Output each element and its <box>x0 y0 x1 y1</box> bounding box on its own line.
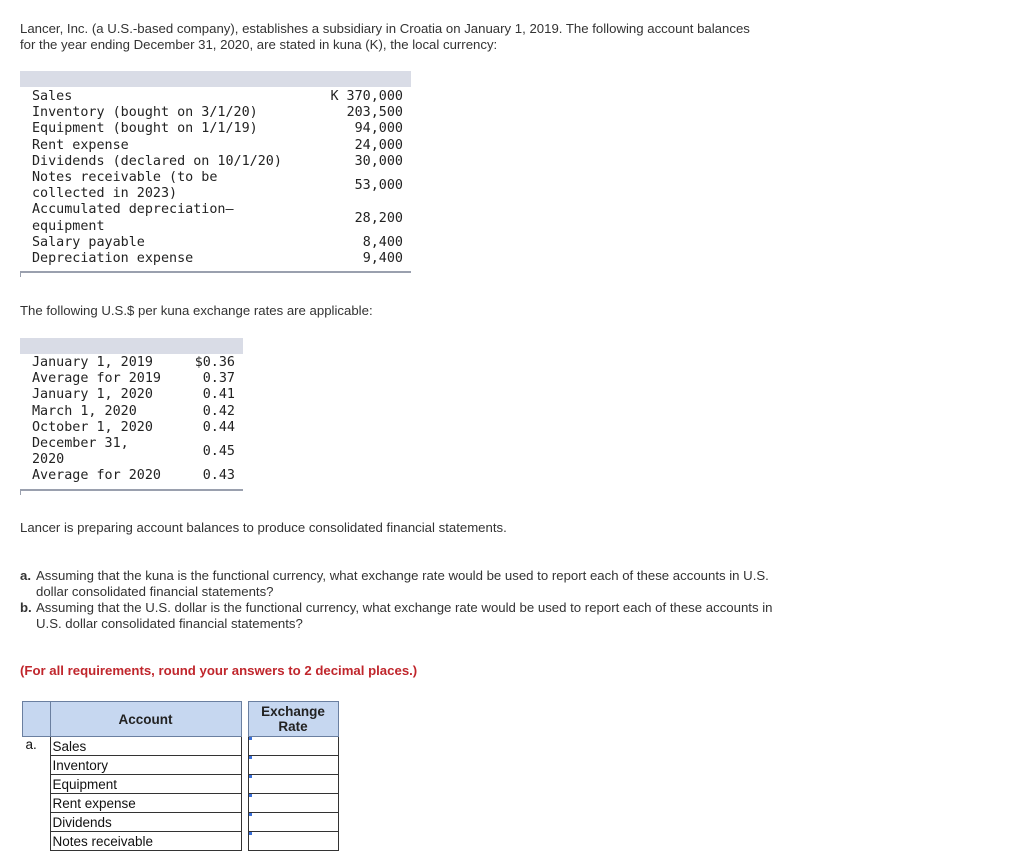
exchange-rate-input[interactable] <box>249 737 338 755</box>
input-marker-icon <box>249 794 252 797</box>
input-marker-icon <box>249 737 252 740</box>
answer-gap <box>241 813 248 832</box>
exchange-rate-input[interactable] <box>249 832 338 850</box>
rate-value: 0.44 <box>202 419 235 435</box>
answer-row <box>23 737 339 756</box>
balance-value: 8,400 <box>362 234 403 250</box>
answer-row <box>23 775 339 794</box>
answer-table <box>22 701 339 851</box>
balance-value: 28,200 <box>354 210 403 226</box>
rate-value: $0.36 <box>194 355 235 370</box>
balance-row <box>20 202 411 234</box>
balance-label: Equipment (bought on 1/1/19) <box>32 121 258 137</box>
question-list <box>20 568 796 632</box>
rate-value: 0.45 <box>202 444 235 460</box>
exchange-rate-input-cell[interactable] <box>248 756 338 775</box>
header-gap <box>241 702 248 737</box>
exchange-rate-input[interactable] <box>249 813 338 831</box>
balance-row <box>20 154 411 170</box>
answer-row-letter: a. <box>25 737 37 752</box>
answer-gap <box>241 832 248 851</box>
intro-paragraph: Lancer, Inc. (a U.S.-based company), establishes a subsidiary in Croatia on January 1, 2019. The following account balances for the year ending December 31, 2020, are stated in kuna (K), the local currency: <box>20 21 750 52</box>
answer-account-cell: Inventory <box>50 756 241 775</box>
rate-row <box>20 436 243 468</box>
balance-value: 203,500 <box>346 105 403 121</box>
rate-row <box>20 371 243 387</box>
exchange-rate-input[interactable] <box>249 794 338 812</box>
rate-value: 0.41 <box>202 387 235 403</box>
rate-row <box>20 355 243 371</box>
input-marker-icon <box>249 832 252 835</box>
balance-row <box>20 235 411 251</box>
answer-account-cell: Notes receivable <box>50 832 241 851</box>
question-a <box>20 568 796 600</box>
answer-row <box>23 832 339 851</box>
rates-footer-rule <box>20 489 243 495</box>
balance-row <box>20 138 411 154</box>
balance-value: 24,000 <box>354 137 403 153</box>
exchange-rate-input-cell[interactable] <box>248 737 338 756</box>
rate-label: Average for 2019 <box>32 371 161 387</box>
rates-intro: The following U.S.$ per kuna exchange rates are applicable: <box>20 303 373 318</box>
rate-row <box>20 468 243 484</box>
answer-account-cell: Rent expense <box>50 794 241 813</box>
answer-row-letter <box>23 775 51 794</box>
rate-label: January 1, 2019 <box>32 355 153 370</box>
balance-label: Salary payable <box>32 234 145 250</box>
question-letter: a. <box>20 568 31 583</box>
rate-label: March 1, 2020 <box>32 403 137 419</box>
rate-value: 0.42 <box>202 403 235 419</box>
answer-gap <box>241 775 248 794</box>
exchange-rate-input-cell[interactable] <box>248 794 338 813</box>
balance-value: K 370,000 <box>330 89 403 104</box>
answer-row-letter <box>23 813 51 832</box>
answer-account-cell: Dividends <box>50 813 241 832</box>
header-exchange-rate <box>248 702 338 737</box>
balance-label: Depreciation expense <box>32 251 194 267</box>
rounding-requirement: (For all requirements, round your answers to 2 decimal places.) <box>20 663 418 678</box>
rate-label: January 1, 2020 <box>32 387 153 403</box>
header-letter-cell <box>23 702 51 737</box>
question-b <box>20 600 796 632</box>
rate-row <box>20 404 243 420</box>
balance-value: 9,400 <box>362 251 403 267</box>
answer-account-cell: Sales <box>50 737 241 756</box>
rate-value: 0.37 <box>202 371 235 387</box>
balance-label: Notes receivable (to be collected in 2023) <box>32 170 218 202</box>
rate-label: October 1, 2020 <box>32 419 153 435</box>
balance-value: 30,000 <box>354 153 403 169</box>
rate-row <box>20 420 243 436</box>
exchange-rate-input-cell[interactable] <box>248 832 338 851</box>
balance-label: Sales <box>32 89 73 104</box>
exchange-rate-input[interactable] <box>249 756 338 774</box>
answer-gap <box>241 737 248 756</box>
answer-row <box>23 756 339 775</box>
rate-label: December 31, 2020 <box>32 436 129 468</box>
balances-header-bar <box>20 71 411 87</box>
input-marker-icon <box>249 813 252 816</box>
rate-value: 0.43 <box>202 468 235 484</box>
exchange-rates-table <box>20 338 243 495</box>
exchange-rate-input[interactable] <box>249 775 338 793</box>
answer-table-header <box>23 702 339 737</box>
balances-footer-rule <box>20 271 411 277</box>
exchange-rate-input-cell[interactable] <box>248 775 338 794</box>
rate-row <box>20 387 243 403</box>
balance-row <box>20 121 411 137</box>
answer-row-letter <box>23 794 51 813</box>
balance-row <box>20 89 411 105</box>
header-account: Account <box>50 702 241 737</box>
balance-value: 53,000 <box>354 178 403 194</box>
account-balances-table <box>20 71 411 277</box>
answer-gap <box>241 756 248 775</box>
preparing-statement: Lancer is preparing account balances to produce consolidated financial statements. <box>20 520 507 535</box>
input-marker-icon <box>249 756 252 759</box>
balance-value: 94,000 <box>354 121 403 137</box>
balance-row <box>20 251 411 267</box>
answer-row-letter <box>23 832 51 851</box>
question-text: Assuming that the U.S. dollar is the functional currency, what exchange rate would be used to report each of these accounts in U.S. dollar consolidated financial statements? <box>36 600 773 631</box>
balance-row <box>20 170 411 202</box>
header-exchange-rate-text: Exchange Rate <box>261 704 325 734</box>
rate-label: Average for 2020 <box>32 468 161 484</box>
answer-account-cell: Equipment <box>50 775 241 794</box>
balance-row <box>20 105 411 121</box>
balance-label: Accumulated depreciation— equipment <box>32 202 234 234</box>
question-letter: b. <box>20 600 32 615</box>
input-marker-icon <box>249 775 252 778</box>
balance-label: Inventory (bought on 3/1/20) <box>32 105 258 121</box>
answer-gap <box>241 794 248 813</box>
answer-row <box>23 794 339 813</box>
balance-label: Rent expense <box>32 137 129 153</box>
answer-row <box>23 813 339 832</box>
question-text: Assuming that the kuna is the functional currency, what exchange rate would be used to report each of these accounts in U.S. dollar consolidated financial statements? <box>36 568 769 599</box>
rates-header-bar <box>20 338 243 354</box>
balance-label: Dividends (declared on 10/1/20) <box>32 153 282 169</box>
exchange-rate-input-cell[interactable] <box>248 813 338 832</box>
answer-row-letter <box>23 756 51 775</box>
